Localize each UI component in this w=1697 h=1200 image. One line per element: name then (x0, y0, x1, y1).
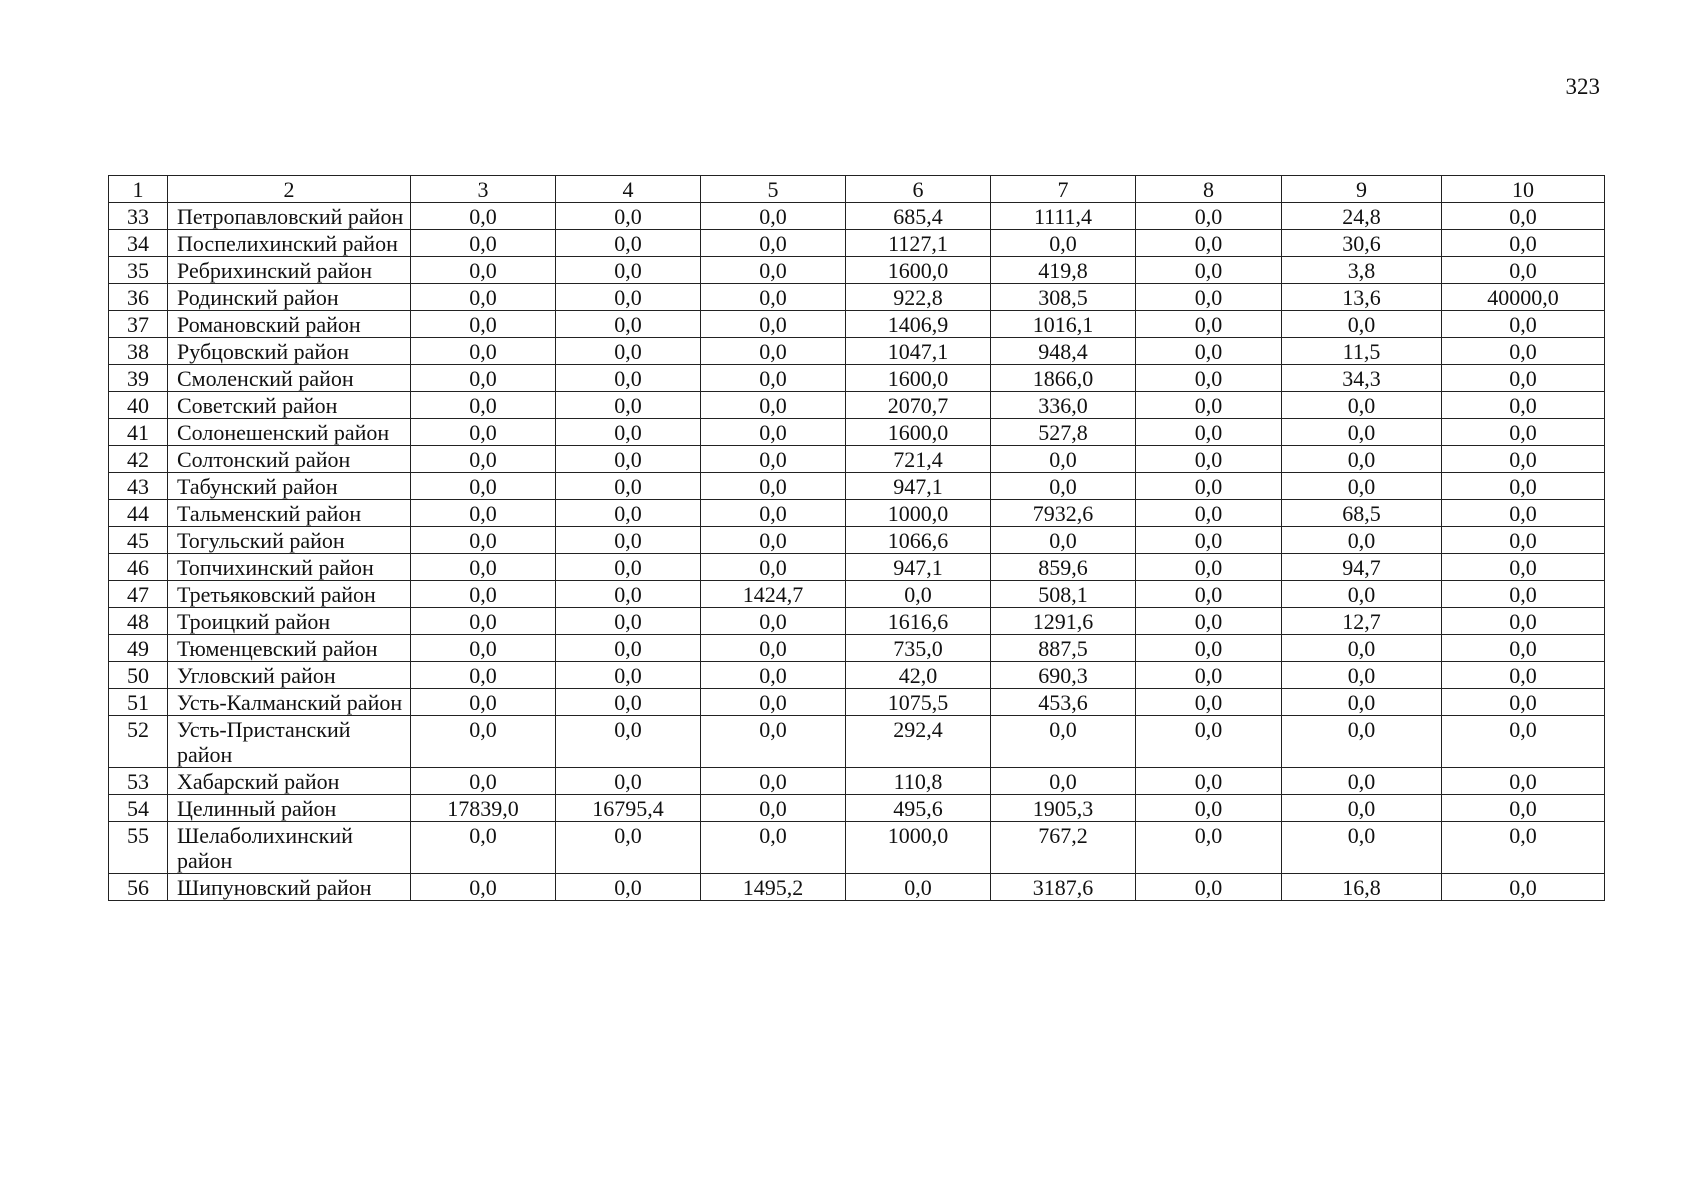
value-cell-col-5: 0,0 (701, 311, 846, 338)
value-cell-col-10: 0,0 (1442, 689, 1605, 716)
district-name-cell: Усть-Калманский район (168, 689, 411, 716)
row-number-cell: 50 (109, 662, 168, 689)
row-number-cell: 37 (109, 311, 168, 338)
value-cell-col-4: 0,0 (556, 822, 701, 874)
value-cell-col-4: 0,0 (556, 446, 701, 473)
value-cell-col-10: 0,0 (1442, 419, 1605, 446)
value-cell-col-6: 947,1 (846, 473, 991, 500)
value-cell-col-6: 1616,6 (846, 608, 991, 635)
table-row (109, 230, 1605, 257)
table-row (109, 874, 1605, 901)
value-cell-col-10: 0,0 (1442, 608, 1605, 635)
value-cell-col-3: 0,0 (411, 284, 556, 311)
value-cell-col-3: 0,0 (411, 473, 556, 500)
table-row (109, 311, 1605, 338)
district-name-cell: Топчихинский район (168, 554, 411, 581)
column-header: 8 (1136, 176, 1282, 203)
value-cell-col-8: 0,0 (1136, 527, 1282, 554)
value-cell-col-6: 1600,0 (846, 419, 991, 446)
table-row (109, 608, 1605, 635)
value-cell-col-7: 527,8 (991, 419, 1136, 446)
row-number-cell: 49 (109, 635, 168, 662)
value-cell-col-4: 0,0 (556, 689, 701, 716)
value-cell-col-8: 0,0 (1136, 716, 1282, 768)
value-cell-col-6: 1000,0 (846, 500, 991, 527)
value-cell-col-9: 12,7 (1282, 608, 1442, 635)
table-row (109, 716, 1605, 768)
value-cell-col-10: 0,0 (1442, 768, 1605, 795)
value-cell-col-10: 0,0 (1442, 716, 1605, 768)
value-cell-col-6: 1600,0 (846, 365, 991, 392)
value-cell-col-10: 0,0 (1442, 203, 1605, 230)
value-cell-col-4: 0,0 (556, 284, 701, 311)
value-cell-col-10: 0,0 (1442, 581, 1605, 608)
district-name-cell: Родинский район (168, 284, 411, 311)
value-cell-col-3: 0,0 (411, 203, 556, 230)
value-cell-col-7: 336,0 (991, 392, 1136, 419)
value-cell-col-6: 1000,0 (846, 822, 991, 874)
value-cell-col-8: 0,0 (1136, 874, 1282, 901)
value-cell-col-3: 0,0 (411, 392, 556, 419)
district-name-cell: Советский район (168, 392, 411, 419)
value-cell-col-4: 0,0 (556, 527, 701, 554)
value-cell-col-6: 922,8 (846, 284, 991, 311)
value-cell-col-5: 0,0 (701, 689, 846, 716)
value-cell-col-10: 0,0 (1442, 257, 1605, 284)
value-cell-col-7: 0,0 (991, 527, 1136, 554)
district-name-cell: Табунский район (168, 473, 411, 500)
header-row (109, 176, 1605, 203)
value-cell-col-5: 0,0 (701, 365, 846, 392)
value-cell-col-3: 0,0 (411, 527, 556, 554)
value-cell-col-7: 0,0 (991, 230, 1136, 257)
column-header: 2 (168, 176, 411, 203)
row-number-cell: 46 (109, 554, 168, 581)
value-cell-col-8: 0,0 (1136, 419, 1282, 446)
row-number-cell: 52 (109, 716, 168, 768)
district-name-cell: Шипуновский район (168, 874, 411, 901)
value-cell-col-6: 292,4 (846, 716, 991, 768)
value-cell-col-9: 0,0 (1282, 822, 1442, 874)
value-cell-col-3: 0,0 (411, 554, 556, 581)
value-cell-col-8: 0,0 (1136, 392, 1282, 419)
value-cell-col-6: 1127,1 (846, 230, 991, 257)
value-cell-col-3: 0,0 (411, 581, 556, 608)
value-cell-col-10: 40000,0 (1442, 284, 1605, 311)
table-row (109, 795, 1605, 822)
value-cell-col-6: 0,0 (846, 874, 991, 901)
value-cell-col-10: 0,0 (1442, 635, 1605, 662)
value-cell-col-9: 0,0 (1282, 473, 1442, 500)
value-cell-col-6: 110,8 (846, 768, 991, 795)
row-number-cell: 44 (109, 500, 168, 527)
value-cell-col-4: 0,0 (556, 365, 701, 392)
value-cell-col-9: 0,0 (1282, 527, 1442, 554)
value-cell-col-6: 0,0 (846, 581, 991, 608)
value-cell-col-6: 1066,6 (846, 527, 991, 554)
value-cell-col-7: 3187,6 (991, 874, 1136, 901)
value-cell-col-3: 0,0 (411, 500, 556, 527)
value-cell-col-5: 0,0 (701, 392, 846, 419)
value-cell-col-9: 11,5 (1282, 338, 1442, 365)
value-cell-col-10: 0,0 (1442, 662, 1605, 689)
value-cell-col-3: 0,0 (411, 768, 556, 795)
value-cell-col-5: 0,0 (701, 716, 846, 768)
value-cell-col-5: 0,0 (701, 446, 846, 473)
district-name-cell: Третьяковский район (168, 581, 411, 608)
value-cell-col-9: 0,0 (1282, 768, 1442, 795)
value-cell-col-9: 30,6 (1282, 230, 1442, 257)
value-cell-col-7: 0,0 (991, 768, 1136, 795)
district-name-cell: Поспелихинский район (168, 230, 411, 257)
value-cell-col-5: 0,0 (701, 608, 846, 635)
value-cell-col-3: 0,0 (411, 874, 556, 901)
value-cell-col-8: 0,0 (1136, 608, 1282, 635)
value-cell-col-9: 34,3 (1282, 365, 1442, 392)
value-cell-col-10: 0,0 (1442, 392, 1605, 419)
row-number-cell: 53 (109, 768, 168, 795)
value-cell-col-8: 0,0 (1136, 635, 1282, 662)
value-cell-col-4: 0,0 (556, 635, 701, 662)
column-header: 9 (1282, 176, 1442, 203)
district-name-cell: Солтонский район (168, 446, 411, 473)
row-number-cell: 36 (109, 284, 168, 311)
value-cell-col-8: 0,0 (1136, 768, 1282, 795)
data-table (108, 175, 1605, 901)
value-cell-col-9: 68,5 (1282, 500, 1442, 527)
value-cell-col-5: 0,0 (701, 500, 846, 527)
value-cell-col-7: 887,5 (991, 635, 1136, 662)
row-number-cell: 51 (109, 689, 168, 716)
table-row (109, 554, 1605, 581)
table-row (109, 500, 1605, 527)
value-cell-col-5: 0,0 (701, 338, 846, 365)
district-name-cell: Угловский район (168, 662, 411, 689)
value-cell-col-4: 0,0 (556, 419, 701, 446)
column-header: 1 (109, 176, 168, 203)
value-cell-col-10: 0,0 (1442, 365, 1605, 392)
value-cell-col-5: 0,0 (701, 419, 846, 446)
district-name-cell: Целинный район (168, 795, 411, 822)
value-cell-col-4: 0,0 (556, 311, 701, 338)
value-cell-col-10: 0,0 (1442, 795, 1605, 822)
district-name-cell: Шелаболихинский район (168, 822, 411, 874)
district-name-cell: Хабарский район (168, 768, 411, 795)
table-row (109, 392, 1605, 419)
value-cell-col-4: 0,0 (556, 392, 701, 419)
table-row (109, 338, 1605, 365)
value-cell-col-5: 0,0 (701, 662, 846, 689)
value-cell-col-8: 0,0 (1136, 203, 1282, 230)
value-cell-col-9: 0,0 (1282, 392, 1442, 419)
value-cell-col-5: 0,0 (701, 203, 846, 230)
district-name-cell: Тогульский район (168, 527, 411, 554)
value-cell-col-4: 0,0 (556, 608, 701, 635)
value-cell-col-8: 0,0 (1136, 473, 1282, 500)
value-cell-col-3: 0,0 (411, 822, 556, 874)
value-cell-col-8: 0,0 (1136, 500, 1282, 527)
value-cell-col-5: 0,0 (701, 822, 846, 874)
district-name-cell: Ребрихинский район (168, 257, 411, 284)
value-cell-col-5: 0,0 (701, 635, 846, 662)
value-cell-col-6: 721,4 (846, 446, 991, 473)
value-cell-col-8: 0,0 (1136, 365, 1282, 392)
value-cell-col-10: 0,0 (1442, 230, 1605, 257)
value-cell-col-5: 0,0 (701, 257, 846, 284)
value-cell-col-9: 0,0 (1282, 689, 1442, 716)
value-cell-col-8: 0,0 (1136, 446, 1282, 473)
value-cell-col-9: 94,7 (1282, 554, 1442, 581)
table-row (109, 419, 1605, 446)
table-row (109, 257, 1605, 284)
district-name-cell: Петропавловский район (168, 203, 411, 230)
value-cell-col-3: 0,0 (411, 446, 556, 473)
row-number-cell: 55 (109, 822, 168, 874)
district-name-cell: Романовский район (168, 311, 411, 338)
value-cell-col-5: 0,0 (701, 768, 846, 795)
value-cell-col-7: 0,0 (991, 473, 1136, 500)
value-cell-col-7: 419,8 (991, 257, 1136, 284)
district-name-cell: Солонешенский район (168, 419, 411, 446)
value-cell-col-8: 0,0 (1136, 311, 1282, 338)
table-row (109, 822, 1605, 874)
value-cell-col-9: 3,8 (1282, 257, 1442, 284)
table-row (109, 768, 1605, 795)
value-cell-col-8: 0,0 (1136, 581, 1282, 608)
value-cell-col-3: 0,0 (411, 635, 556, 662)
row-number-cell: 39 (109, 365, 168, 392)
value-cell-col-9: 0,0 (1282, 662, 1442, 689)
value-cell-col-4: 0,0 (556, 500, 701, 527)
value-cell-col-4: 0,0 (556, 874, 701, 901)
value-cell-col-6: 42,0 (846, 662, 991, 689)
value-cell-col-9: 0,0 (1282, 795, 1442, 822)
table-row (109, 284, 1605, 311)
district-name-cell: Смоленский район (168, 365, 411, 392)
value-cell-col-7: 948,4 (991, 338, 1136, 365)
value-cell-col-10: 0,0 (1442, 822, 1605, 874)
value-cell-col-4: 0,0 (556, 203, 701, 230)
row-number-cell: 47 (109, 581, 168, 608)
table-row (109, 581, 1605, 608)
table-row (109, 689, 1605, 716)
table-row (109, 203, 1605, 230)
value-cell-col-6: 2070,7 (846, 392, 991, 419)
value-cell-col-4: 0,0 (556, 473, 701, 500)
value-cell-col-5: 0,0 (701, 230, 846, 257)
value-cell-col-3: 0,0 (411, 338, 556, 365)
column-header: 3 (411, 176, 556, 203)
value-cell-col-3: 0,0 (411, 230, 556, 257)
value-cell-col-7: 859,6 (991, 554, 1136, 581)
value-cell-col-6: 495,6 (846, 795, 991, 822)
value-cell-col-8: 0,0 (1136, 795, 1282, 822)
value-cell-col-6: 1047,1 (846, 338, 991, 365)
value-cell-col-7: 508,1 (991, 581, 1136, 608)
value-cell-col-3: 0,0 (411, 608, 556, 635)
value-cell-col-7: 0,0 (991, 716, 1136, 768)
value-cell-col-9: 0,0 (1282, 635, 1442, 662)
row-number-cell: 41 (109, 419, 168, 446)
value-cell-col-9: 24,8 (1282, 203, 1442, 230)
value-cell-col-8: 0,0 (1136, 822, 1282, 874)
column-header: 6 (846, 176, 991, 203)
value-cell-col-4: 16795,4 (556, 795, 701, 822)
value-cell-col-5: 1424,7 (701, 581, 846, 608)
value-cell-col-4: 0,0 (556, 662, 701, 689)
value-cell-col-5: 0,0 (701, 473, 846, 500)
value-cell-col-9: 0,0 (1282, 311, 1442, 338)
value-cell-col-9: 0,0 (1282, 581, 1442, 608)
value-cell-col-7: 1291,6 (991, 608, 1136, 635)
value-cell-col-10: 0,0 (1442, 554, 1605, 581)
value-cell-col-3: 0,0 (411, 257, 556, 284)
table-row (109, 473, 1605, 500)
value-cell-col-5: 0,0 (701, 795, 846, 822)
table-row (109, 365, 1605, 392)
value-cell-col-8: 0,0 (1136, 662, 1282, 689)
value-cell-col-7: 690,3 (991, 662, 1136, 689)
value-cell-col-6: 947,1 (846, 554, 991, 581)
value-cell-col-7: 7932,6 (991, 500, 1136, 527)
value-cell-col-7: 1016,1 (991, 311, 1136, 338)
value-cell-col-4: 0,0 (556, 716, 701, 768)
column-header: 4 (556, 176, 701, 203)
value-cell-col-3: 0,0 (411, 689, 556, 716)
value-cell-col-8: 0,0 (1136, 230, 1282, 257)
value-cell-col-8: 0,0 (1136, 257, 1282, 284)
column-header: 5 (701, 176, 846, 203)
value-cell-col-8: 0,0 (1136, 689, 1282, 716)
value-cell-col-6: 1406,9 (846, 311, 991, 338)
value-cell-col-4: 0,0 (556, 768, 701, 795)
district-name-cell: Тюменцевский район (168, 635, 411, 662)
row-number-cell: 34 (109, 230, 168, 257)
value-cell-col-6: 735,0 (846, 635, 991, 662)
value-cell-col-7: 1905,3 (991, 795, 1136, 822)
value-cell-col-3: 17839,0 (411, 795, 556, 822)
value-cell-col-6: 1075,5 (846, 689, 991, 716)
value-cell-col-6: 1600,0 (846, 257, 991, 284)
table-row (109, 446, 1605, 473)
value-cell-col-9: 0,0 (1282, 716, 1442, 768)
table-row (109, 662, 1605, 689)
value-cell-col-9: 16,8 (1282, 874, 1442, 901)
value-cell-col-8: 0,0 (1136, 338, 1282, 365)
row-number-cell: 45 (109, 527, 168, 554)
district-name-cell: Рубцовский район (168, 338, 411, 365)
page-number: 323 (1565, 74, 1600, 99)
value-cell-col-10: 0,0 (1442, 500, 1605, 527)
row-number-cell: 48 (109, 608, 168, 635)
value-cell-col-3: 0,0 (411, 716, 556, 768)
row-number-cell: 40 (109, 392, 168, 419)
table-row (109, 635, 1605, 662)
value-cell-col-10: 0,0 (1442, 311, 1605, 338)
row-number-cell: 38 (109, 338, 168, 365)
value-cell-col-7: 1111,4 (991, 203, 1136, 230)
district-name-cell: Троицкий район (168, 608, 411, 635)
table-row (109, 527, 1605, 554)
value-cell-col-7: 308,5 (991, 284, 1136, 311)
row-number-cell: 43 (109, 473, 168, 500)
value-cell-col-4: 0,0 (556, 581, 701, 608)
row-number-cell: 54 (109, 795, 168, 822)
value-cell-col-3: 0,0 (411, 662, 556, 689)
value-cell-col-4: 0,0 (556, 554, 701, 581)
value-cell-col-5: 0,0 (701, 527, 846, 554)
value-cell-col-4: 0,0 (556, 230, 701, 257)
value-cell-col-7: 453,6 (991, 689, 1136, 716)
value-cell-col-3: 0,0 (411, 419, 556, 446)
value-cell-col-3: 0,0 (411, 365, 556, 392)
row-number-cell: 42 (109, 446, 168, 473)
value-cell-col-4: 0,0 (556, 257, 701, 284)
value-cell-col-4: 0,0 (556, 338, 701, 365)
value-cell-col-5: 0,0 (701, 554, 846, 581)
value-cell-col-9: 13,6 (1282, 284, 1442, 311)
value-cell-col-9: 0,0 (1282, 446, 1442, 473)
row-number-cell: 56 (109, 874, 168, 901)
value-cell-col-10: 0,0 (1442, 473, 1605, 500)
column-header: 10 (1442, 176, 1605, 203)
column-header: 7 (991, 176, 1136, 203)
value-cell-col-10: 0,0 (1442, 338, 1605, 365)
value-cell-col-10: 0,0 (1442, 874, 1605, 901)
value-cell-col-7: 1866,0 (991, 365, 1136, 392)
value-cell-col-8: 0,0 (1136, 554, 1282, 581)
value-cell-col-5: 0,0 (701, 284, 846, 311)
value-cell-col-5: 1495,2 (701, 874, 846, 901)
value-cell-col-7: 767,2 (991, 822, 1136, 874)
value-cell-col-9: 0,0 (1282, 419, 1442, 446)
district-name-cell: Усть-Пристанский район (168, 716, 411, 768)
value-cell-col-3: 0,0 (411, 311, 556, 338)
row-number-cell: 35 (109, 257, 168, 284)
value-cell-col-10: 0,0 (1442, 527, 1605, 554)
value-cell-col-7: 0,0 (991, 446, 1136, 473)
district-name-cell: Тальменский район (168, 500, 411, 527)
value-cell-col-10: 0,0 (1442, 446, 1605, 473)
row-number-cell: 33 (109, 203, 168, 230)
value-cell-col-6: 685,4 (846, 203, 991, 230)
value-cell-col-8: 0,0 (1136, 284, 1282, 311)
